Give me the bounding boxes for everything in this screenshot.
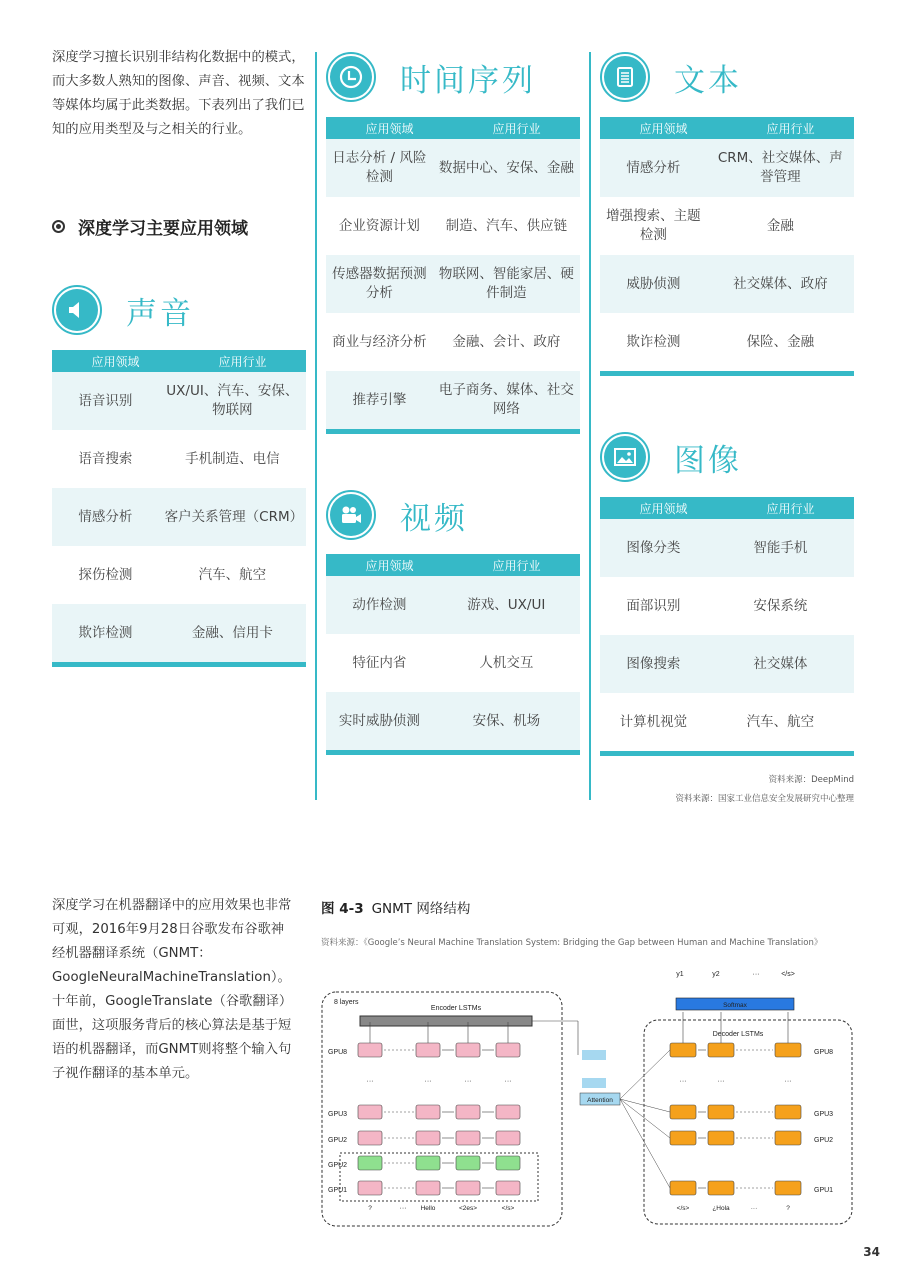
ellipsis-dots: ··· — [717, 1078, 725, 1085]
sound-header — [52, 285, 194, 335]
table-bottom-bar — [600, 751, 854, 756]
video-table — [326, 554, 580, 755]
lstm-cell — [708, 1131, 734, 1145]
industry-cell: 安保、机场 — [472, 712, 541, 729]
attention-block — [582, 1050, 606, 1060]
text-title: 文本 — [674, 62, 742, 99]
industry-cell: 客户关系管理（CRM） — [164, 508, 304, 525]
ellipsis-dots: ··· — [504, 1078, 512, 1085]
industry-cell: 数据中心、安保、金融 — [438, 159, 574, 176]
gpu-label: GPU8 — [328, 1049, 348, 1056]
industry-cell: UX/UI、汽车、安保、物联网 — [166, 383, 299, 418]
domain-cell: 企业资源计划 — [338, 217, 420, 234]
lstm-cell — [456, 1105, 480, 1119]
table-row — [600, 255, 854, 313]
lstm-cell — [496, 1181, 520, 1195]
attention-link — [620, 1099, 670, 1188]
industry-cell: 电子商务、媒体、社交网络 — [438, 382, 574, 417]
industry-cell: 金融、会计、政府 — [452, 333, 561, 350]
lstm-cell — [416, 1156, 440, 1170]
table-header — [52, 350, 306, 372]
domain-cell: 增强搜索、主题检测 — [606, 208, 701, 243]
decoder-input: ··· — [750, 1205, 758, 1212]
lstm-cell — [670, 1181, 696, 1195]
table-row — [326, 197, 580, 255]
video-header — [326, 490, 468, 540]
table-row — [326, 692, 580, 750]
encoder-label: Encoder LSTMs — [430, 1005, 482, 1012]
domain-cell: 日志分析 / 风险检测 — [332, 150, 427, 185]
decoder-output: </s> — [781, 971, 795, 978]
ellipsis-dots: ··· — [366, 1078, 374, 1085]
column-header-industry: 应用行业 — [766, 501, 815, 516]
timeseries-header — [326, 52, 536, 102]
column-header-domain: 应用领域 — [91, 354, 140, 369]
lstm-cell — [708, 1105, 734, 1119]
ellipsis-dots: ··· — [464, 1078, 472, 1085]
lstm-cell — [775, 1043, 801, 1057]
domain-cell: 传感器数据预测分析 — [332, 266, 427, 301]
gpu-label: GPU8 — [814, 1049, 834, 1056]
attention-label: Attention — [587, 1097, 613, 1104]
table-bottom-bar — [600, 371, 854, 376]
ellipsis-dots: ··· — [399, 1205, 407, 1212]
table-bottom-bar — [52, 662, 306, 667]
attention-link — [620, 1050, 670, 1099]
domain-cell: 动作检测 — [352, 596, 407, 613]
lstm-cell — [496, 1131, 520, 1145]
document-icon — [604, 56, 646, 98]
industry-cell: 制造、汽车、供应链 — [445, 217, 568, 234]
domain-cell: 特征内省 — [352, 654, 407, 671]
lstm-cell — [775, 1105, 801, 1119]
lstm-cell — [416, 1043, 440, 1057]
table-row — [600, 197, 854, 255]
domain-cell: 实时威胁侦测 — [338, 712, 420, 729]
table-bottom-bar — [326, 750, 580, 755]
domain-cell: 语音搜索 — [78, 450, 133, 467]
figure-name: GNMT 网络结构 — [371, 901, 471, 917]
gpu-label: GPU1 — [328, 1187, 348, 1194]
domain-cell: 欺诈检测 — [626, 333, 681, 350]
decoder-output: y1 — [676, 971, 684, 978]
gpu-label: GPU2 — [814, 1137, 834, 1144]
encoder-input: Hello — [420, 1205, 436, 1212]
lstm-cell — [358, 1105, 382, 1119]
column-header-domain: 应用领域 — [365, 558, 414, 573]
domain-cell: 计算机视觉 — [619, 713, 688, 730]
encoder-top-bar — [360, 1016, 532, 1026]
gpu-label: GPU2 — [328, 1162, 348, 1169]
lstm-cell — [670, 1131, 696, 1145]
lstm-cell — [358, 1043, 382, 1057]
table-row — [600, 519, 854, 577]
table-header — [326, 117, 580, 139]
lstm-cell — [456, 1181, 480, 1195]
industry-cell: 安保系统 — [753, 597, 808, 614]
table-row — [326, 576, 580, 634]
table-row — [326, 313, 580, 371]
figure-label: 图 4-3 — [321, 901, 364, 917]
speaker-icon — [56, 289, 98, 331]
industry-cell: 金融、信用卡 — [191, 624, 273, 641]
sound-title: 声音 — [126, 295, 194, 332]
ellipsis-dots: ··· — [784, 1078, 792, 1085]
gpu-label: GPU3 — [814, 1111, 834, 1118]
sound-table — [52, 350, 306, 667]
lstm-cell — [456, 1131, 480, 1145]
table-header — [600, 497, 854, 519]
domain-cell: 推荐引擎 — [352, 391, 407, 408]
domain-cell: 威胁侦测 — [626, 275, 681, 292]
domain-cell: 情感分析 — [78, 508, 133, 525]
decoder-output: y2 — [712, 971, 720, 978]
attention-link — [620, 1099, 670, 1138]
domain-cell: 情感分析 — [626, 159, 681, 176]
picture-icon — [604, 436, 646, 478]
gpu-label: GPU3 — [328, 1111, 348, 1118]
decoder-input: ? — [786, 1205, 790, 1212]
industry-cell: 金融 — [766, 217, 794, 234]
lstm-cell — [456, 1156, 480, 1170]
table-row — [326, 371, 580, 429]
table-row — [52, 430, 306, 488]
lstm-cell — [358, 1131, 382, 1145]
industry-cell: 物联网、智能家居、硬件制造 — [438, 266, 574, 301]
encoder-input: </s> — [501, 1205, 515, 1212]
timeseries-title: 时间序列 — [400, 62, 536, 99]
lstm-cell — [708, 1181, 734, 1195]
attention-block — [582, 1078, 606, 1088]
table-row — [600, 313, 854, 371]
column-divider — [315, 52, 317, 800]
industry-cell: 汽车、航空 — [198, 566, 267, 583]
lstm-cell — [496, 1105, 520, 1119]
column-header-industry: 应用行业 — [218, 354, 267, 369]
table-row — [326, 139, 580, 197]
lstm-cell — [670, 1105, 696, 1119]
table-row — [52, 488, 306, 546]
decoder-input: ¿Hola — [712, 1205, 730, 1212]
industry-cell: 游戏、UX/UI — [467, 596, 546, 613]
lstm-cell — [775, 1131, 801, 1145]
encoder-input: ? — [368, 1205, 372, 1212]
page-number: 34 — [863, 1245, 880, 1259]
table-row — [326, 634, 580, 692]
domain-cell: 面部识别 — [626, 597, 681, 614]
gnmt-paragraph: 深度学习在机器翻译中的应用效果也非常可观，2016年9月28日谷歌发布谷歌神经机器翻译系统（GNMT：GoogleNeuralMachineTranslation）。十年前，GoogleTranslate（谷歌翻译）面世，这项服务背后的核心算法是基于短语的机器翻译，而GNMT则将整个输入句子视作翻译的基本单元。 — [52, 898, 292, 1081]
decoder-input: </s> — [676, 1205, 690, 1212]
column-header-domain: 应用领域 — [639, 121, 688, 136]
gnmt-diagram — [318, 960, 858, 1230]
table-header — [326, 554, 580, 576]
lstm-cell — [496, 1156, 520, 1170]
table-row — [600, 139, 854, 197]
column-header-industry: 应用行业 — [492, 121, 541, 136]
ellipsis-dots: ··· — [679, 1078, 687, 1085]
attention-link — [620, 1099, 670, 1112]
lstm-cell — [416, 1131, 440, 1145]
table-row — [600, 577, 854, 635]
source-deepmind: 资料来源：DeepMind — [768, 775, 854, 785]
image-header — [600, 432, 742, 482]
lstm-cell — [496, 1043, 520, 1057]
table-row — [52, 604, 306, 662]
table-row — [326, 255, 580, 313]
figure-title — [321, 897, 470, 917]
clock-icon — [330, 56, 372, 98]
lstm-cell — [416, 1181, 440, 1195]
lstm-cell — [775, 1181, 801, 1195]
video-camera-icon — [330, 494, 372, 536]
lstm-cell — [456, 1043, 480, 1057]
industry-cell: 智能手机 — [753, 539, 808, 556]
domain-cell: 图像搜索 — [626, 655, 681, 672]
lstm-cell — [358, 1181, 382, 1195]
domain-cell: 图像分类 — [626, 539, 681, 556]
table-row — [600, 635, 854, 693]
lstm-cell — [358, 1156, 382, 1170]
column-header-industry: 应用行业 — [492, 558, 541, 573]
source-cics: 资料来源：国家工业信息安全发展研究中心整理 — [675, 794, 854, 804]
timeseries-table — [326, 117, 580, 434]
layers-label: 8 layers — [334, 999, 359, 1006]
text-header — [600, 52, 742, 102]
figure-source: 资料来源：《Google’s Neural Machine Translation System: Bridging the Gap between Human and Machine Translation》 — [321, 938, 823, 948]
gpu-label: GPU2 — [328, 1137, 348, 1144]
industry-cell: 社交媒体、政府 — [733, 275, 828, 292]
industry-cell: 汽车、航空 — [746, 713, 815, 730]
ellipsis-dots: ··· — [424, 1078, 432, 1085]
lstm-cell — [670, 1043, 696, 1057]
domain-cell: 欺诈检测 — [78, 624, 133, 641]
column-header-domain: 应用领域 — [365, 121, 414, 136]
decoder-output: ··· — [752, 971, 760, 978]
image-table — [600, 497, 854, 756]
table-row — [52, 372, 306, 430]
section-heading — [52, 214, 248, 239]
industry-cell: CRM、社交媒体、声誉管理 — [717, 150, 843, 185]
domain-cell: 语音识别 — [78, 392, 133, 409]
industry-cell: 保险、金融 — [746, 333, 815, 350]
domain-cell: 探伤检测 — [78, 566, 133, 583]
section-title: 深度学习主要应用领域 — [78, 219, 248, 239]
domain-cell: 商业与经济分析 — [332, 333, 427, 350]
text-table — [600, 117, 854, 376]
gpu-label: GPU1 — [814, 1187, 834, 1194]
encoder-input: <2es> — [458, 1205, 478, 1212]
column-divider — [589, 52, 591, 800]
video-title: 视频 — [400, 500, 468, 537]
lstm-cell — [416, 1105, 440, 1119]
lstm-cell — [708, 1043, 734, 1057]
softmax-label: Softmax — [723, 1002, 747, 1009]
intro-text: 深度学习擅长识别非结构化数据中的模式，而大多数人熟知的图像、声音、视频、文本等媒体均属于此类数据。下表列出了我们已知的应用类型及与之相关的行业。 — [52, 50, 305, 137]
decoder-label: Decoder LSTMs — [712, 1031, 764, 1038]
image-title: 图像 — [674, 442, 742, 479]
bullet-icon — [52, 220, 65, 233]
table-bottom-bar — [326, 429, 580, 434]
table-row — [600, 693, 854, 751]
table-header — [600, 117, 854, 139]
column-header-domain: 应用领域 — [639, 501, 688, 516]
column-header-industry: 应用行业 — [766, 121, 815, 136]
industry-cell: 手机制造、电信 — [185, 450, 280, 467]
table-row — [52, 546, 306, 604]
industry-cell: 人机交互 — [479, 654, 534, 671]
industry-cell: 社交媒体 — [753, 655, 808, 672]
